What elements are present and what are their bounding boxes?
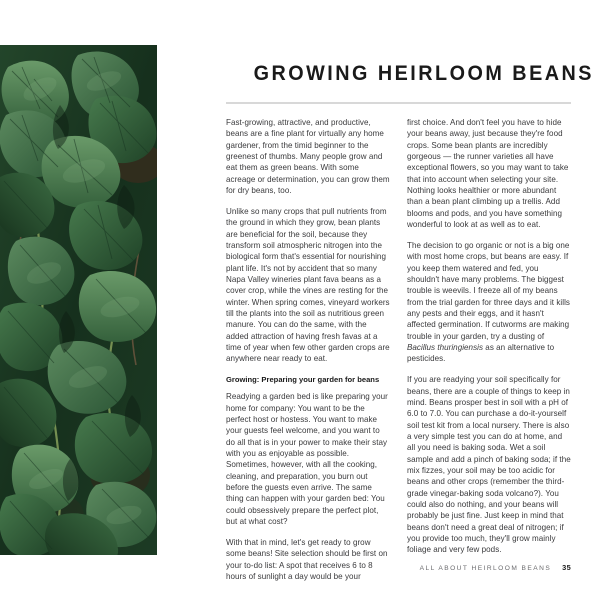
page-title-block [226, 61, 594, 85]
paragraph: first choice. And don't feel you have to hide your beans away, just because they're food crops. Some bean plants are incredibly gorgeous — the runner varieties all have exceptional flowers, so you may want to take that into account when selecting your site. Nothing looks healthier or more abundant than a bean plant climbing up a trellis. Add blooms and pods, and you have something wonderful to look at as well as to eat. [407, 118, 569, 230]
column-right [407, 117, 571, 555]
paragraph-with-species-name [407, 240, 571, 365]
paragraph-text-after: as an alternative to pesticides. [407, 343, 555, 364]
paragraph: Fast-growing, attractive, and productive, beans are a fine plant for virtually any home gardener, from the timid beginner to the greenest of thumbs. Many people grow and eat them as green beans. With some acreage or determination, you can grow them for dry beans, too. [226, 118, 390, 196]
paragraph: Unlike so many crops that pull nutrients from the ground in which they grow, bean plants are beneficial for the soil, because they transform soil atmospheric nitrogen into the biological form that's essential for nourishing plant life. It's not by accident that so many Napa Valley wineries plant fava beans as a cover crop, while the vines are resting for the winter. When spring comes, vineyard workers till the plants into the soil as nutritious green manure. You can do the same, with the added attraction of having fresh favas at a time of year when few other garden crops are anywhere near ready to eat. [226, 206, 390, 364]
paragraph-text-before: The decision to go organic or not is a big one with most home crops, but beans are easy. If you keep them watered and fed, you shouldn't have many problems. The biggest trouble is weevils. I freeze all of my beans from the trial garden for three days and it kills any pests and their eggs, and it hasn't affected germination. If cutworms are making trouble in your garden, try a dusting of [407, 240, 570, 341]
paragraph: Readying a garden bed is like preparing your home for company: You want to be the perfect host or hostess. You want to make your guests feel welcome, and you want to do all that is in your power to make their stay with you as enjoyable as possible. Sometimes, however, with all the cooking, cleaning, and preparation, you burn out before the guests even arrive. The same thing can happen with your garden bed: You could obsessively prepare the perfect plot, but at what cost? [226, 392, 388, 526]
photo-artwork [0, 45, 157, 555]
page-number: 35 [562, 563, 571, 572]
species-name-italic: Bacillus thuringiensis [407, 343, 484, 353]
paragraph: With that in mind, let's get ready to grow some beans! Site selection should be first on your to-do list: A spot that receives 6 to 8 hours of sunlight a day would be your [226, 537, 388, 581]
column-left [226, 117, 390, 581]
page-title: GROWING HEIRLOOM BEANS [253, 61, 594, 85]
title-divider-rule [226, 102, 571, 104]
footer-section-label: ALL ABOUT HEIRLOOM BEANS [419, 565, 552, 572]
section-subheading: Growing: Preparing your garden for beans [226, 375, 380, 385]
paragraph: If you are readying your soil specifically for beans, there are a couple of things to keep in mind. Beans prosper best in soil with a pH of 6.0 to 7.0. You can purchase a do-it-yourself soil test kit from a local nursery. There is also a very simple test you can do at home, and all you need is baking soda. Wet a soil sample and add a pinch of baking soda; if the mix fizzes, your soil may be too acidic for beans and other crops (remember the third-grade vinegar-baking soda volcano?). You could also do nothing, and your beans will probably be just fine. Just keep in mind that beans don't need a great deal of nitrogen; if you provide too much, they'll grow mainly foliage and very few pods. [407, 375, 571, 555]
bean-plant-leaves-photo [0, 45, 157, 555]
page-footer [226, 563, 571, 572]
